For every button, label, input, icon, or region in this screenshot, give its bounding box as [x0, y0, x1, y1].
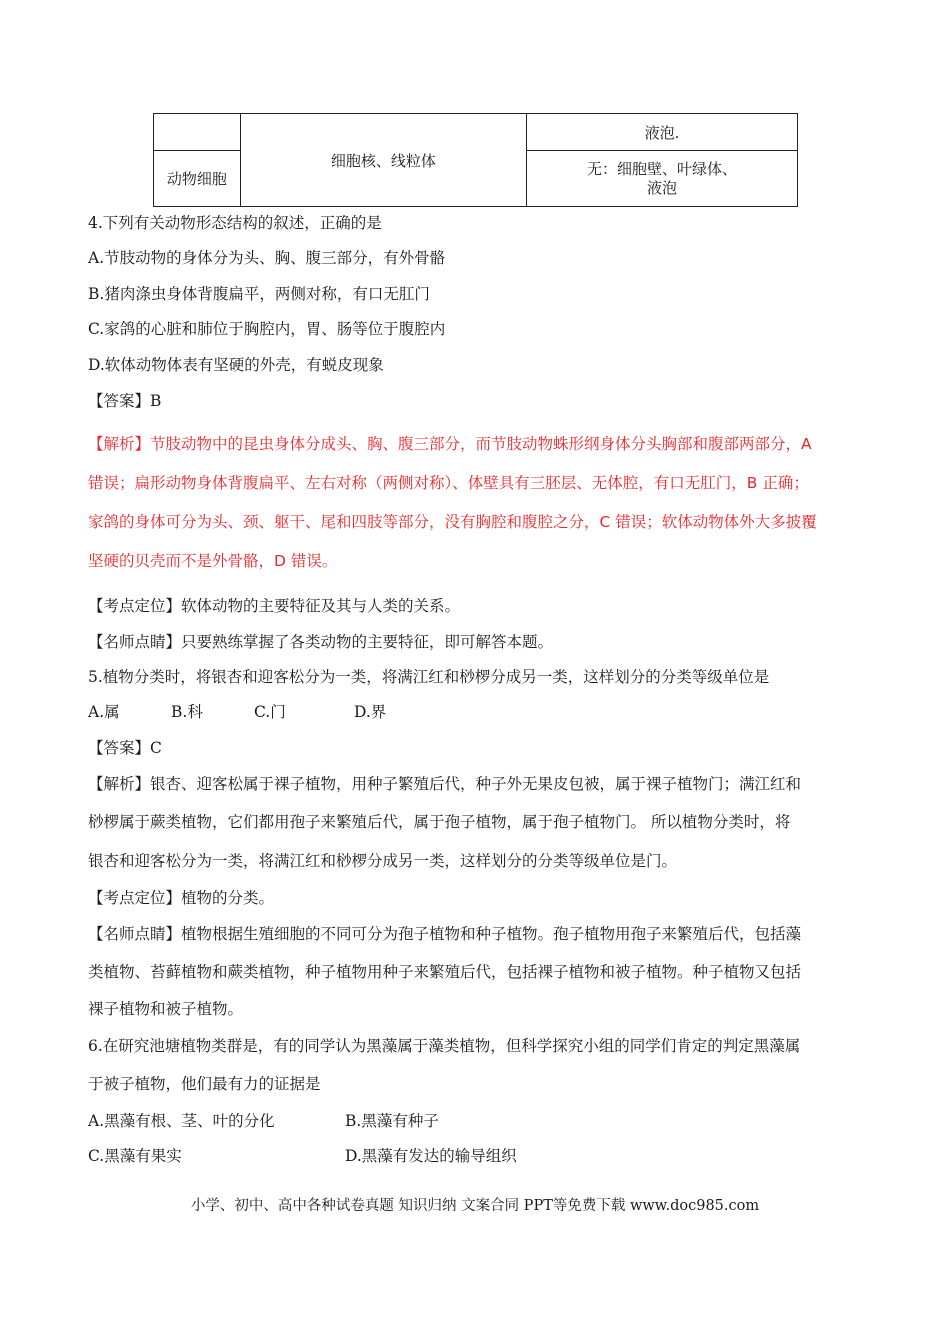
q4-analysis-line: 坚硬的贝壳而不是外骨骼，D 错误。 — [88, 552, 338, 570]
q5-option-c: C.门 — [254, 703, 286, 721]
q4-option-a: A.节肢动物的身体分为头、胸、腹三部分，有外骨骼 — [88, 249, 446, 267]
table-cell-animal-lacks — [526, 151, 797, 207]
q5-option-b: B.科 — [171, 703, 203, 721]
q6-options-row2 — [88, 1146, 517, 1166]
table-cell-empty — [154, 114, 241, 151]
q5-analysis-line: 【解析】银杏、迎客松属于裸子植物，用种子繁殖后代，种子外无果皮包被，属于裸子植物门；满江红和 — [88, 775, 802, 793]
q6-stem-line: 于被子植物，他们最有力的证据是 — [88, 1075, 321, 1093]
page-footer: 小学、初中、高中各种试卷真题 知识归纳 文案合同 PPT等免费下载 www.doc985.com — [190, 1198, 760, 1214]
q5-mingshi-line: 【名师点睛】植物根据生殖细胞的不同可分为孢子植物和种子植物。孢子植物用孢子来繁殖后代，包括藻 — [88, 925, 802, 943]
table-cell-plant-unique: 液泡. — [526, 114, 797, 151]
table-cell-line: 液泡 — [646, 178, 677, 197]
table-cell-shared-structures: 细胞核、线粒体 — [240, 114, 526, 207]
q5-options — [88, 702, 386, 722]
q4-option-c: C.家鸽的心脏和肺位于胸腔内，胃、肠等位于腹腔内 — [88, 320, 446, 338]
q4-mingshi: 【名师点睛】只要熟练掌握了各类动物的主要特征，即可解答本题。 — [88, 633, 554, 651]
q4-analysis-line: 错误；扁形动物身体背腹扁平、左右对称（两侧对称）、体壁具有三胚层、无体腔，有口无肛门，B 正确； — [88, 474, 809, 492]
q4-stem: 4.下列有关动物形态结构的叙述，正确的是 — [88, 214, 382, 232]
q4-analysis-line: 家鸽的身体可分为头、颈、躯干、尾和四肢等部分，没有胸腔和腹腔之分，C 错误；软体动物体外大多披覆 — [88, 513, 817, 531]
q6-option-d: D.黑藻有发达的输导组织 — [345, 1147, 517, 1165]
q4-answer: 【答案】B — [88, 392, 162, 410]
q5-mingshi-line: 类植物、苔藓植物和蕨类植物，种子植物用种子来繁殖后代，包括裸子植物和被子植物。种子植物又包括 — [88, 963, 802, 981]
q5-answer: 【答案】C — [88, 739, 162, 757]
q6-stem-line: 6.在研究池塘植物类群是，有的同学认为黑藻属于藻类植物，但科学探究小组的同学们肯定的判定黑藻属 — [88, 1037, 801, 1055]
q6-option-c: C.黑藻有果实 — [88, 1147, 182, 1165]
q4-option-b: B.猪肉涤虫身体背腹扁平，两侧对称，有口无肛门 — [88, 285, 430, 303]
q5-mingshi-line: 裸子植物和被子植物。 — [88, 1000, 244, 1018]
q6-option-a: A.黑藻有根、茎、叶的分化 — [88, 1112, 275, 1130]
q4-option-d: D.软体动物体表有坚硬的外壳，有蜕皮现象 — [88, 356, 384, 374]
table-cell-line: 无：细胞壁、叶绿体、 — [586, 159, 737, 178]
q5-kaodian: 【考点定位】植物的分类。 — [88, 889, 275, 907]
q5-stem: 5.植物分类时，将银杏和迎客松分为一类，将满江红和桫椤分成另一类，这样划分的分类等级单位是 — [88, 668, 770, 686]
q5-option-a: A.属 — [88, 703, 120, 721]
q4-kaodian: 【考点定位】软体动物的主要特征及其与人类的关系。 — [88, 597, 461, 615]
q6-option-b: B.黑藻有种子 — [345, 1112, 439, 1130]
q5-analysis-line: 桫椤属于蕨类植物，它们都用孢子来繁殖后代，属于孢子植物，属于孢子植物门。 所以植物分类时，将 — [88, 813, 791, 831]
table-cell-animal-cell: 动物细胞 — [154, 151, 241, 207]
q6-options-row1 — [88, 1111, 439, 1131]
q5-analysis-line: 银杏和迎客松分为一类，将满江红和桫椤分成另一类，这样划分的分类等级单位是门。 — [88, 852, 678, 870]
q5-option-d: D.界 — [354, 703, 387, 721]
cell-comparison-table — [153, 113, 798, 207]
q4-analysis-line: 【解析】节肢动物中的昆虫身体分成头、胸、腹三部分，而节肢动物蛛形纲身体分头胸部和腹部两部分，A — [88, 435, 812, 453]
